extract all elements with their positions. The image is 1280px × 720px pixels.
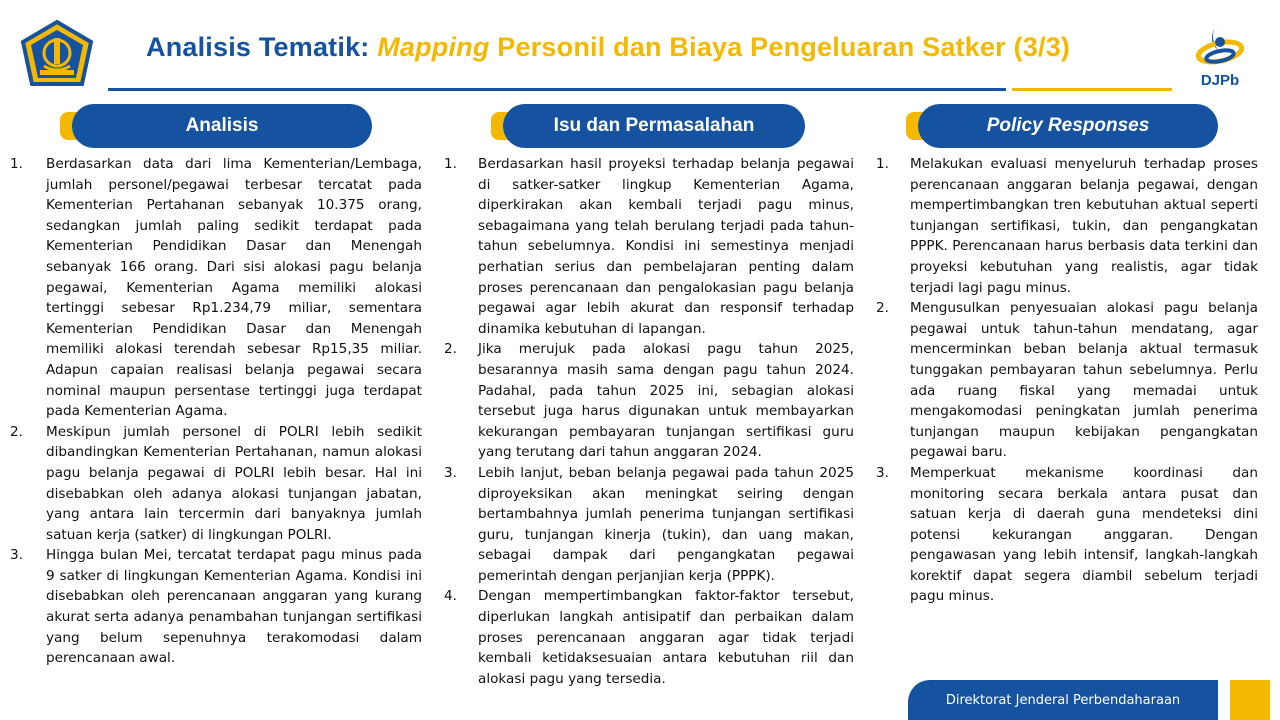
list-text: Berdasarkan data dari lima Kementerian/Lembaga, jumlah personel/pegawai terbesar tercatat pada Kementerian Pertahanan sebanyak 10.375 orang, sedangkan jumlah paling sedikit terdapat pada Kementerian Pendidikan Dasar dan Menengah sebanyak 166 orang. Dari sisi alokasi pagu belanja pegawai, Kementerian Agama memiliki alokasi tertinggi sebesar Rp1.234,79 miliar, sementara Kementerian Pendidikan Dasar dan Menengah memiliki alokasi terendah sebesar Rp15,35 miliar. Adapun capaian realisasi belanja pegawai secara nominal maupun persentase tertinggi juga terdapat pada Kementerian Agama.: [46, 156, 422, 420]
djpb-label: DJPb: [1200, 72, 1240, 89]
list-text: Lebih lanjut, beban belanja pegawai pada tahun 2025 diproyeksikan akan meningkat seiring dengan bertambahnya jumlah penerima tunjangan sertifikasi guru, tunjangan kinerja (tukin), dan uang makan, sebagai dampak dari pengangkatan pegawai pemerintah dengan perjanjian kerja (PPPK).: [478, 464, 854, 584]
title-highlight: Mapping: [377, 32, 490, 62]
footer-accent-block: [1230, 680, 1270, 720]
list-text: Jika merujuk pada alokasi pagu tahun 2025, besarannya masih sama dengan pagu tahun 2024. Padahal, pada tahun 2025 ini, sebagian alokasi tersebut juga harus digunakan untuk membayarkan kekurangan pembayaran tunjangan sertifikasi guru yang terutang dari tahun anggaran 2024.: [478, 341, 854, 461]
list-number: 2.: [876, 300, 889, 317]
kemenkeu-emblem-icon: [20, 20, 94, 88]
isu-header: Isu dan Permasalahan: [503, 104, 805, 148]
list-item: [10, 154, 422, 422]
list-item: [876, 154, 1258, 298]
list-text: Hingga bulan Mei, tercatat terdapat pagu minus pada 9 satker di lingkungan Kementerian Agama. Kondisi ini disebabkan oleh perencanaan anggaran yang kurang akurat serta adanya penambahan tunjangan sertifikasi yang belum sepenuhnya terakomodasi dalam perencanaan awal.: [46, 547, 422, 667]
analisis-column: [10, 154, 422, 669]
list-number: 4.: [444, 588, 457, 605]
policy-column: [876, 154, 1258, 607]
djpb-logo-icon: [1188, 20, 1252, 72]
title-underline-gold: [1012, 88, 1172, 91]
title-lead: Analisis Tematik:: [146, 32, 378, 62]
list-item: [876, 298, 1258, 463]
list-number: 1.: [10, 156, 23, 172]
isu-column: [444, 154, 854, 689]
list-text: Dengan mempertimbangkan faktor-faktor tersebut, diperlukan langkah antisipatif dan perbaikan dalam proses perencanaan anggaran agar tidak terjadi kembali ketidaksesuaian antara kebutuhan riil dan alokasi pagu yang tersedia.: [478, 588, 854, 687]
list-text: Melakukan evaluasi menyeluruh terhadap proses perencanaan anggaran belanja pegawai, dengan mempertimbangkan tren kebutuhan aktual seperti tunjangan sertifikasi, tukin, dan pengangkatan PPPK. Perencanaan harus berbasis data terkini dan proyeksi kebutuhan yang realistis, agar tidak terjadi lagi pagu minus.: [910, 156, 1258, 296]
list-text: Mengusulkan penyesuaian alokasi pagu belanja pegawai untuk tahun-tahun mendatang, agar mencerminkan beban belanja aktual termasuk tunggakan pembayaran tahun sebelumnya. Perlu ada ruang fiskal yang memadai untuk mengakomodasi peningkatan jumlah penerima tunjangan maupun kebijakan pengangkatan pegawai baru.: [910, 300, 1258, 461]
list-item: [444, 586, 854, 689]
list-number: 3.: [444, 464, 457, 481]
page-title: [146, 32, 1070, 63]
list-number: 1.: [876, 156, 889, 172]
analisis-header: Analisis: [72, 104, 372, 148]
list-item: [444, 339, 854, 463]
list-item: [10, 422, 422, 546]
list-number: 1.: [444, 156, 457, 172]
footer-label: Direktorat Jenderal Perbendaharaan: [908, 680, 1218, 720]
list-text: Memperkuat mekanisme koordinasi dan monitoring secara berkala antara pusat dan satuan kerja di daerah guna mendeteksi dini potensi kekurangan anggaran. Dengan pengawasan yang lebih intensif, langkah-langkah korektif dapat segera diambil sebelum terjadi pagu minus.: [910, 464, 1258, 605]
isu-list: [444, 154, 854, 689]
title-underline-blue: [108, 88, 1006, 91]
list-text: Berdasarkan hasil proyeksi terhadap belanja pegawai di satker-satker lingkup Kementerian Agama, diperkirakan akan kembali terjadi pagu minus, sebagaimana yang telah berulang terjadi pada tahun-tahun sebelumnya. Kondisi ini semestinya menjadi perhatian serius dan pembelajaran penting dalam proses perencanaan dan pengalokasian pagu belanja pegawai agar lebih akurat dan responsif terhadap dinamika kebutuhan di lapangan.: [478, 156, 854, 337]
list-number: 3.: [876, 464, 889, 481]
policy-list: [876, 154, 1258, 607]
list-number: 2.: [444, 341, 457, 358]
analisis-list: [10, 154, 422, 669]
list-number: 3.: [10, 547, 23, 564]
list-text: Meskipun jumlah personel di POLRI lebih sedikit dibandingkan Kementerian Pertahanan, namun alokasi pagu belanja pegawai di POLRI lebih besar. Hal ini disebabkan oleh adanya alokasi tunjangan jabatan, yang antara lain tercermin dari banyaknya jumlah satuan kerja (satker) di lingkungan POLRI.: [46, 423, 422, 543]
list-item: [444, 463, 854, 587]
title-rest: Personil dan Biaya Pengeluaran Satker (3/3): [489, 32, 1071, 62]
policy-header: Policy Responses: [918, 104, 1218, 148]
djpb-logo: [1188, 20, 1252, 92]
list-item: [876, 463, 1258, 607]
list-item: [444, 154, 854, 339]
list-item: [10, 545, 422, 669]
list-number: 2.: [10, 423, 23, 440]
